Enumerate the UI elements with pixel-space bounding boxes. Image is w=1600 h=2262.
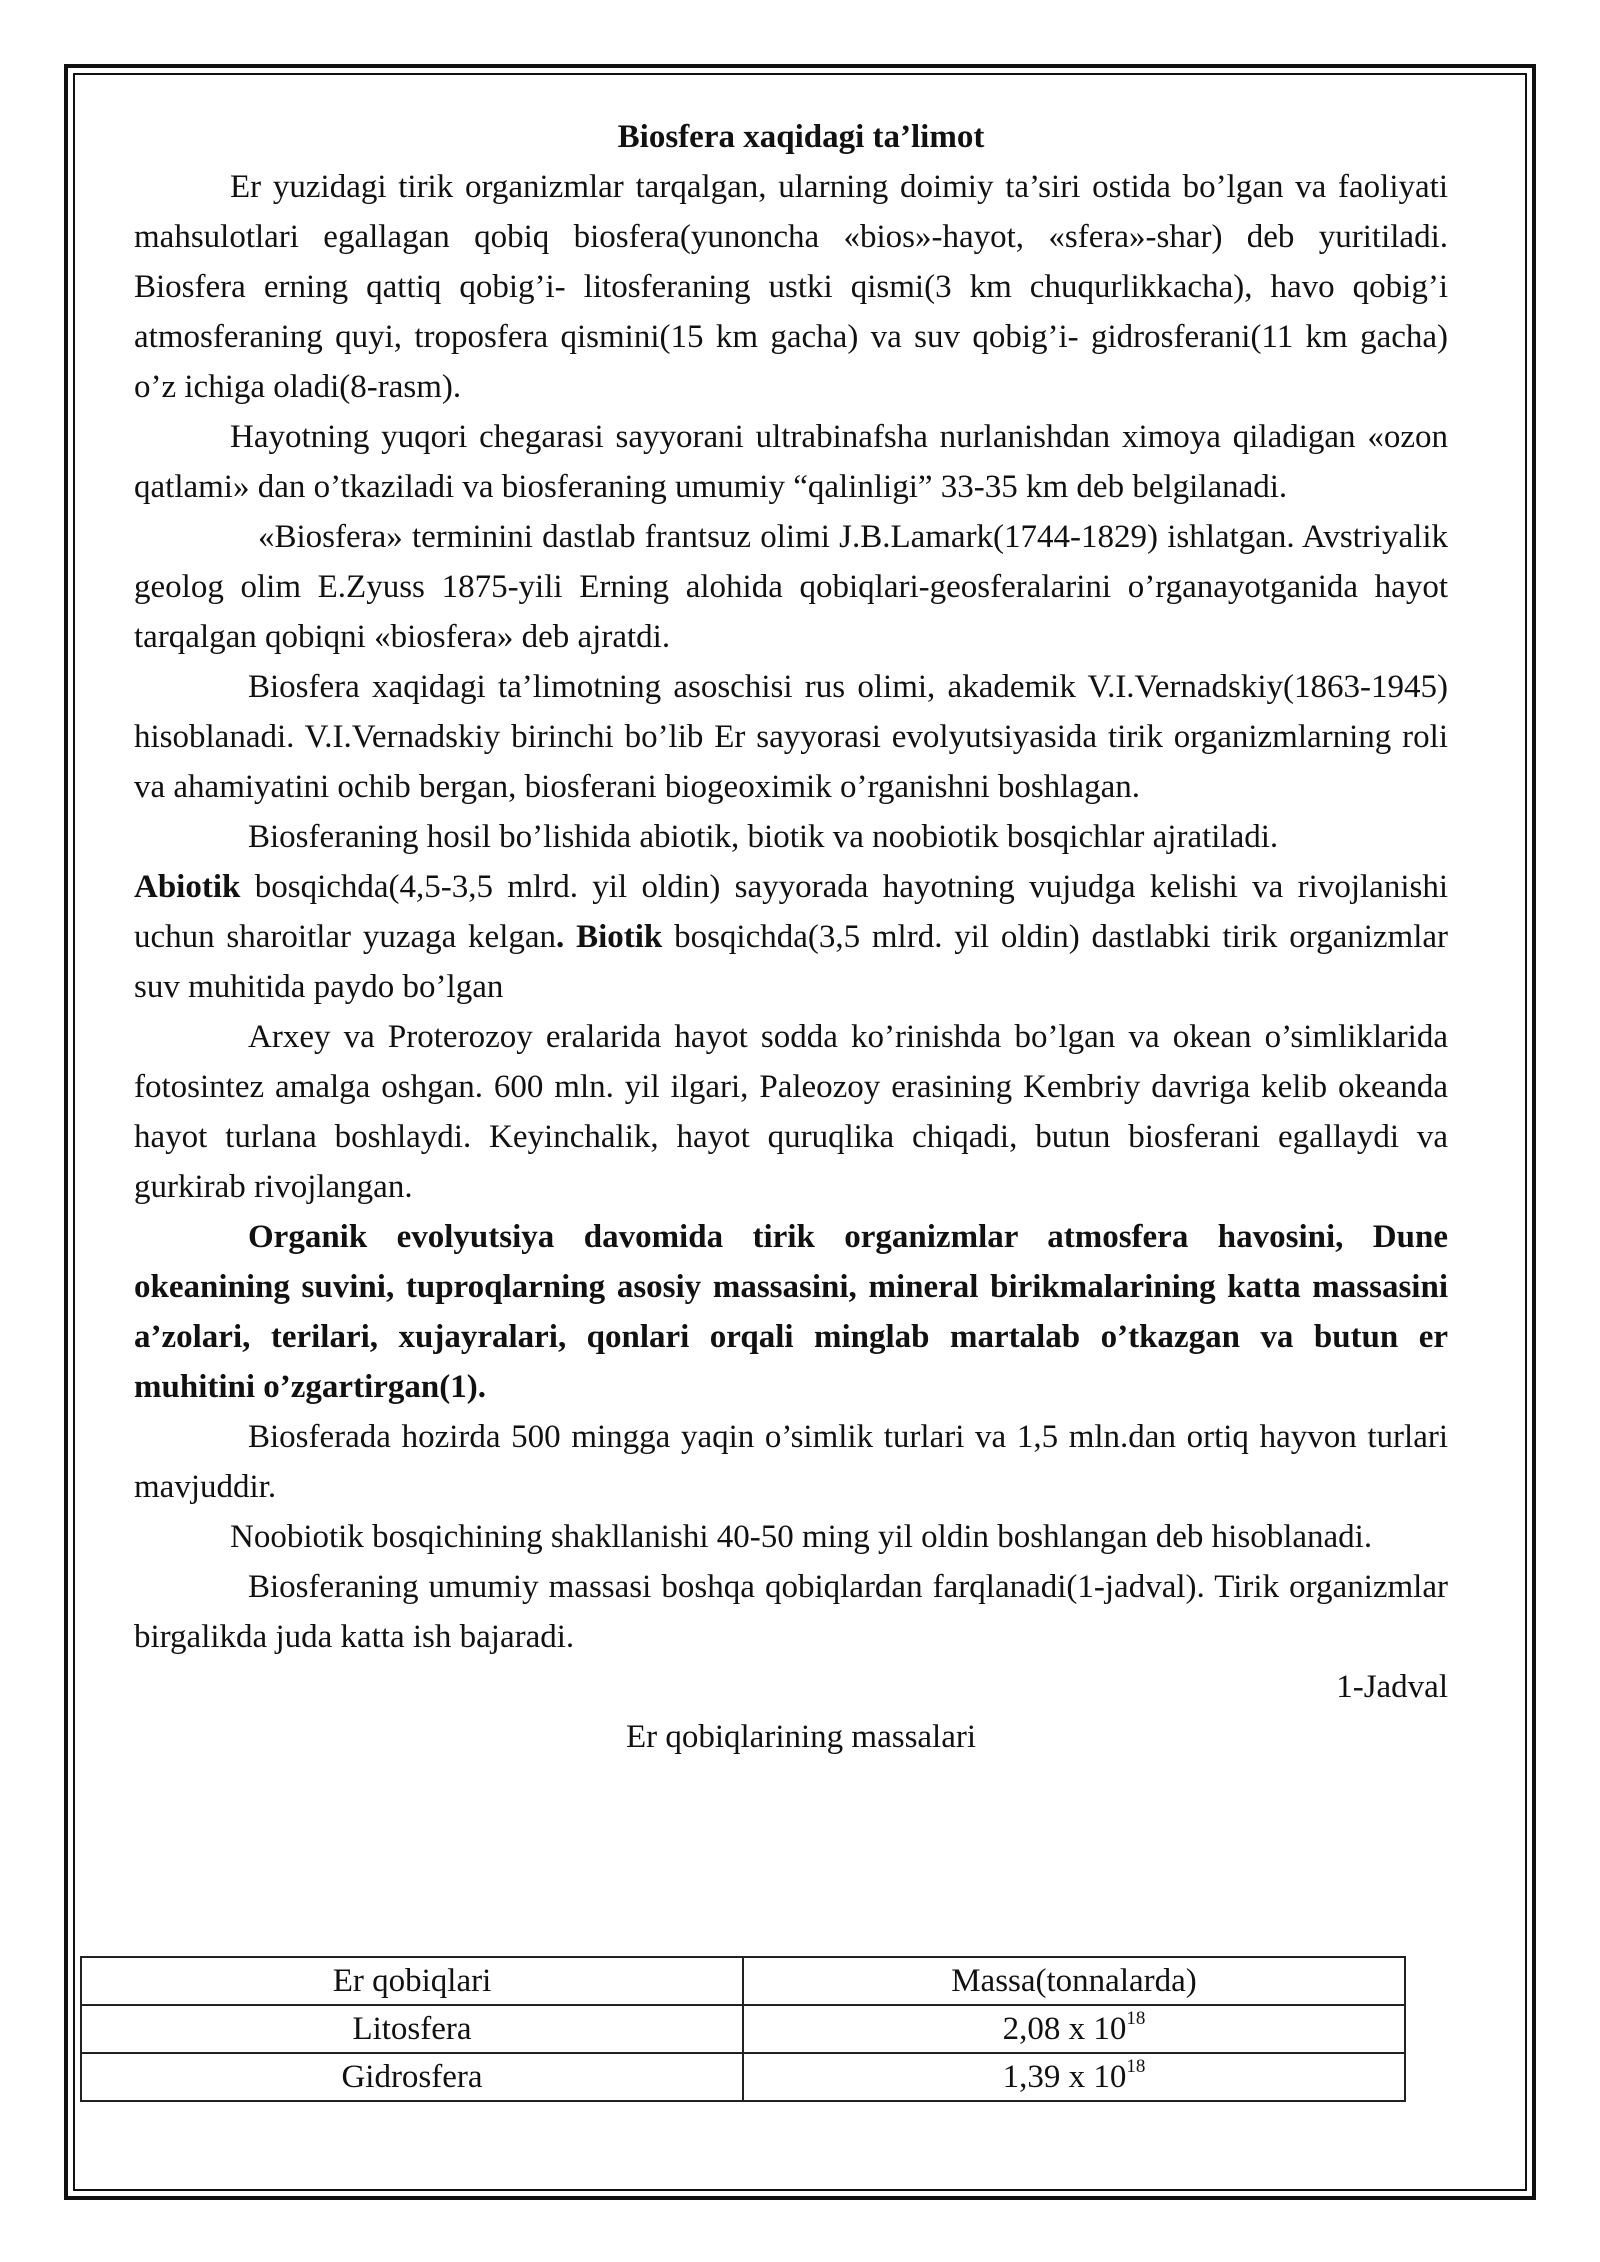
table-cell-name: Gidrosfera — [81, 2053, 743, 2101]
document-title: Biosfera xaqidagi ta’limot — [617, 119, 985, 155]
mass-exponent: 18 — [1126, 2056, 1146, 2077]
mass-base: 2,08 x 10 — [1002, 2011, 1127, 2047]
paragraph-6 — [134, 862, 1448, 1012]
paragraph-6-dot: . — [556, 919, 565, 955]
paragraph-6-text-2: bosqichda(3,5 mlrd. yil oldin) dastlabki tirik organizmlar suv muhitida paydo bo’lgan — [134, 919, 1449, 1005]
term-biotik: Biotik — [576, 919, 663, 955]
mass-table — [80, 1956, 1406, 2102]
paragraph-10: Noobiotik bosqichining shakllanishi 40-50 ming yil oldin boshlangan deb hisoblanadi. — [230, 1519, 1373, 1555]
table-cell-name: Litosfera — [81, 2005, 743, 2053]
term-abiotik: Abiotik — [134, 869, 241, 905]
paragraph-6-text-1: bosqichda(4,5-3,5 mlrd. yil oldin) sayyorada hayotning vujudga kelishi va rivojlanishi uchun sharoitlar yuzaga kelgan — [134, 869, 1448, 955]
paragraph-8-bold: Organik evolyutsiya davomida tirik organizmlar atmosfera havosini, Dune okeanining suvini, tuproqlarning asosiy massasini, mineral birikmalarining katta massasini a’zolari, terilari, xujayralari, qonlari orqali minglab martalab o’tkazgan va butun er muhitini o’zgartirgan(1). — [134, 1219, 1448, 1405]
paragraph-11: Biosferaning umumiy massasi boshqa qobiqlardan farqlanadi(1-jadval). Tirik organizmlar birgalikda juda katta ish bajaradi. — [134, 1569, 1448, 1655]
table-caption: Er qobiqlarining massalari — [625, 1719, 977, 1755]
table-row — [81, 2005, 1405, 2053]
paragraph-5: Biosferaning hosil bo’lishida abiotik, biotik va noobiotik bosqichlar ajratiladi. — [248, 819, 1279, 855]
paragraph-9: Biosferada hozirda 500 mingga yaqin o’simlik turlari va 1,5 mln.dan ortiq hayvon turlari mavjuddir. — [134, 1419, 1448, 1505]
table-cell-mass — [743, 2053, 1405, 2101]
paragraph-2: Hayotning yuqori chegarasi sayyorani ultrabinafsha nurlanishdan ximoya qiladigan «ozon qatlami» dan o’tkaziladi va biosferaning umumiy “qalinligi” 33-35 km deb belgilanadi. — [134, 419, 1448, 505]
document-body — [134, 112, 1448, 1762]
mass-exponent: 18 — [1126, 2008, 1146, 2029]
mass-base: 1,39 x 10 — [1002, 2059, 1127, 2095]
table-header-cell: Massa(tonnalarda) — [743, 1957, 1405, 2005]
table-label: 1-Jadval — [1336, 1669, 1448, 1705]
paragraph-7: Arxey va Proterozoy eralarida hayot sodda ko’rinishda bo’lgan va okean o’simliklarida fotosintez amalga oshgan. 600 mln. yil ilgari, Paleozoy erasining Kembriy davriga kelib okeanda hayot turlana boshlaydi. Keyinchalik, hayot quruqlika chiqadi, butun biosferani egallaydi va gurkirab rivojlangan. — [134, 1019, 1448, 1205]
table-row — [81, 2053, 1405, 2101]
paragraph-1: Er yuzidagi tirik organizmlar tarqalgan, ularning doimiy ta’siri ostida bo’lgan va faoliyati mahsulotlari egallagan qobiq biosfera(yunoncha «bios»-hayot, «sfera»-shar) deb yuritiladi. Biosfera erning qattiq qobig’i- litosferaning ustki qismi(3 km chuqurlikkacha), havo qobig’i atmosferaning quyi, troposfera qismini(15 km gacha) va suv qobig’i- gidrosferani(11 km gacha) o’z ichiga oladi(8-rasm). — [134, 169, 1448, 405]
table-header-row — [81, 1957, 1405, 2005]
paragraph-4: Biosfera xaqidagi ta’limotning asoschisi rus olimi, akademik V.I.Vernadskiy(1863-1945) hisoblanadi. V.I.Vernadskiy birinchi bo’lib Er sayyorasi evolyutsiyasida tirik organizmlarning roli va ahamiyatini ochib bergan, biosferani biogeoximik o’rganishni boshlagan. — [134, 669, 1448, 805]
table-header-cell: Er qobiqlari — [81, 1957, 743, 2005]
paragraph-3: «Biosfera» terminini dastlab frantsuz olimi J.B.Lamark(1744-1829) ishlatgan. Avstriyalik geolog olim E.Zyuss 1875-yili Erning alohida qobiqlari-geosferalarini o’rganayotganida hayot tarqalgan qobiqni «biosfera» deb ajratdi. — [134, 519, 1448, 655]
table-cell-mass — [743, 2005, 1405, 2053]
